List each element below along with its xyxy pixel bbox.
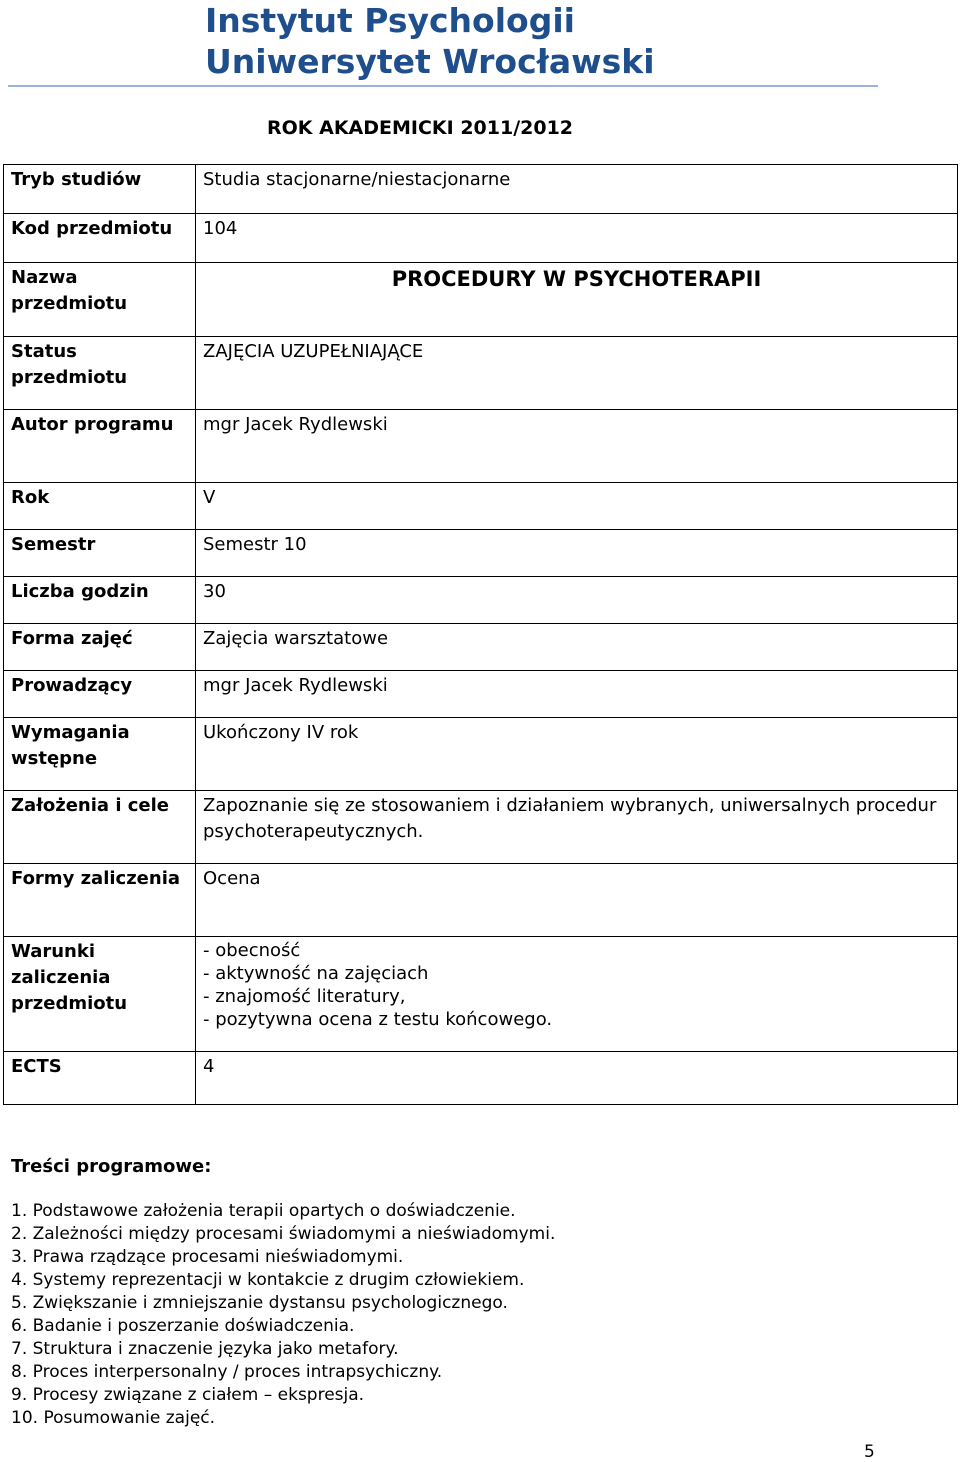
status-label: Status przedmiotu (4, 337, 196, 410)
condition-item: - aktywność na zajęciach (203, 963, 429, 984)
hours-value: 30 (196, 577, 958, 624)
author-value: mgr Jacek Rydlewski (196, 410, 958, 483)
program-item: 7. Struktura i znaczenie języka jako metafory. (11, 1339, 399, 1359)
author-label: Autor programu (4, 410, 196, 483)
row-year (4, 483, 958, 530)
row-author (4, 410, 958, 483)
program-item: 5. Zwiększanie i zmniejszanie dystansu psychologicznego. (11, 1293, 508, 1313)
year-label: Rok (4, 483, 196, 530)
row-goals (4, 791, 958, 864)
conditions-label: Warunki zaliczenia przedmiotu (4, 937, 196, 1052)
program-item: 3. Prawa rządzące procesami nieświadomymi. (11, 1247, 404, 1267)
ects-label: ECTS (4, 1052, 196, 1105)
institute-header (205, 0, 655, 82)
status-value: ZAJĘCIA UZUPEŁNIAJĄCE (196, 337, 958, 410)
row-name (4, 263, 958, 337)
lecturer-label: Prowadzący (4, 671, 196, 718)
mode-label: Tryb studiów (4, 165, 196, 214)
code-value: 104 (196, 214, 958, 263)
syllabus-table (3, 164, 958, 1105)
program-item: 9. Procesy związane z ciałem – ekspresja. (11, 1385, 365, 1405)
row-hours (4, 577, 958, 624)
semester-value: Semestr 10 (196, 530, 958, 577)
row-ects (4, 1052, 958, 1105)
course-title: PROCEDURY W PSYCHOTERAPII (196, 263, 958, 337)
semester-label: Semestr (4, 530, 196, 577)
row-mode (4, 165, 958, 214)
program-item: 6. Badanie i poszerzanie doświadczenia. (11, 1316, 355, 1336)
program-item: 2. Zależności między procesami świadomymi a nieświadomymi. (11, 1224, 556, 1244)
form-label: Forma zajęć (4, 624, 196, 671)
page-number: 5 (864, 1442, 875, 1462)
row-requirements (4, 718, 958, 791)
form-value: Zajęcia warsztatowe (196, 624, 958, 671)
code-label: Kod przedmiotu (4, 214, 196, 263)
name-label: Nazwa przedmiotu (4, 263, 196, 337)
row-semester (4, 530, 958, 577)
ects-value: 4 (196, 1052, 958, 1105)
requirements-value: Ukończony IV rok (196, 718, 958, 791)
year-value: V (196, 483, 958, 530)
conditions-value (196, 937, 958, 1052)
row-assessment (4, 864, 958, 937)
mode-value: Studia stacjonarne/niestacjonarne (196, 165, 958, 214)
goals-label: Założenia i cele (4, 791, 196, 864)
assessment-value: Ocena (196, 864, 958, 937)
requirements-label: Wymagania wstępne (4, 718, 196, 791)
program-item: 10. Posumowanie zajęć. (11, 1408, 216, 1428)
academic-year: ROK AKADEMICKI 2011/2012 (267, 117, 574, 139)
condition-item: - obecność (203, 940, 301, 961)
row-lecturer (4, 671, 958, 718)
program-title: Treści programowe: (11, 1156, 212, 1177)
university-name: Uniwersytet Wrocławski (205, 42, 655, 81)
program-item: 1. Podstawowe założenia terapii opartych o doświadczenie. (11, 1201, 516, 1221)
goals-value: Zapoznanie się ze stosowaniem i działaniem wybranych, uniwersalnych procedur psychoterapeutycznych. (196, 791, 958, 864)
row-conditions (4, 937, 958, 1052)
row-form (4, 624, 958, 671)
program-item: 8. Proces interpersonalny / proces intrapsychiczny. (11, 1362, 443, 1382)
row-status (4, 337, 958, 410)
condition-item: - znajomość literatury, (203, 986, 406, 1007)
header-rule (8, 85, 878, 87)
assessment-label: Formy zaliczenia (4, 864, 196, 937)
row-code (4, 214, 958, 263)
program-item: 4. Systemy reprezentacji w kontakcie z drugim człowiekiem. (11, 1270, 525, 1290)
lecturer-value: mgr Jacek Rydlewski (196, 671, 958, 718)
condition-item: - pozytywna ocena z testu końcowego. (203, 1009, 553, 1030)
hours-label: Liczba godzin (4, 577, 196, 624)
program-list (11, 1200, 555, 1430)
institute-name: Instytut Psychologii (205, 1, 575, 40)
